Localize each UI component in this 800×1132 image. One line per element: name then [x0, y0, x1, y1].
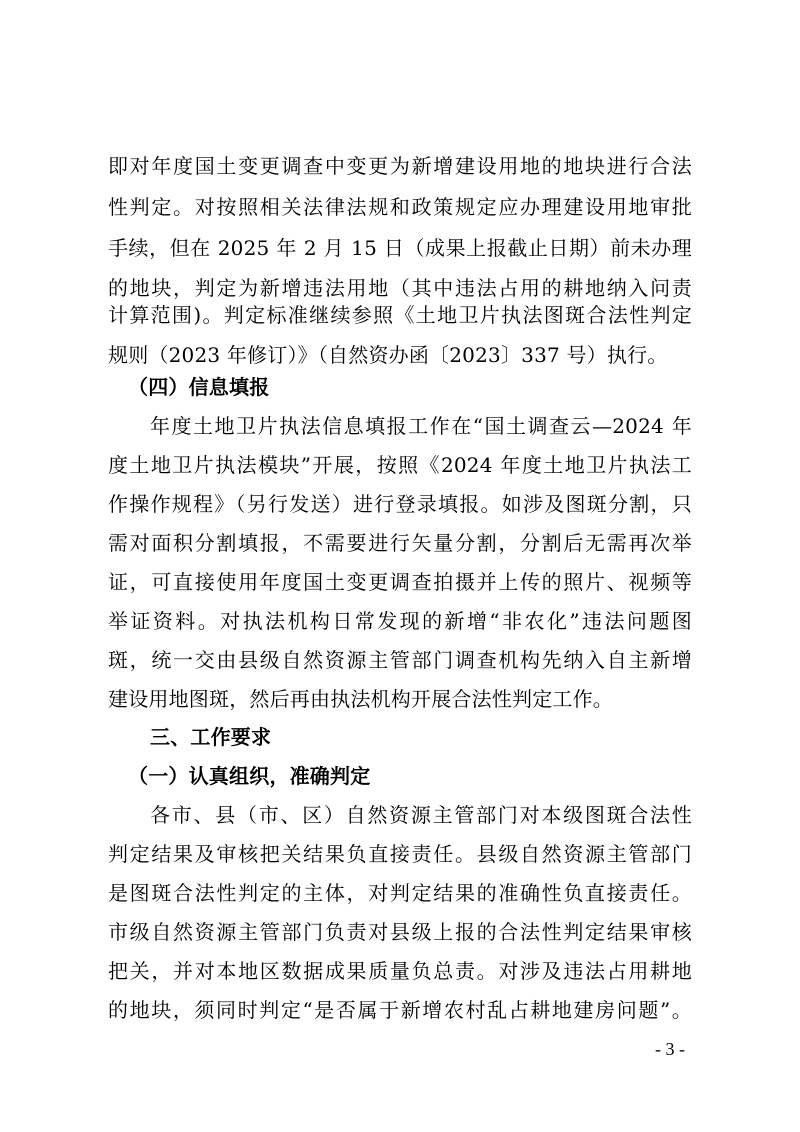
body-text-line: 建设用地图斑，然后再由执法机构开展合法性判定工作。	[108, 687, 613, 711]
body-text-line: 作操作规程》（另行发送）进行登录填报。如涉及图斑分割，只	[108, 492, 692, 516]
section-heading-3: 三、工作要求	[150, 725, 272, 749]
body-text-line: 斑，统一交由县级自然资源主管部门调查机构先纳入自主新增	[108, 648, 692, 672]
body-text-line: 举证资料。对执法机构日常发现的新增“非农化”违法问题图	[108, 609, 692, 633]
body-text-line: 市级自然资源主管部门负责对县级上报的合法性判定结果审核	[108, 920, 692, 944]
body-text-line: 判定结果及审核把关结果负直接责任。县级自然资源主管部门	[108, 842, 692, 866]
section-heading-4: （四）信息填报	[128, 375, 270, 399]
subsection-heading-1: （一）认真组织，准确判定	[128, 764, 371, 788]
page-number: - 3 -	[655, 1039, 685, 1059]
body-text-line: 年度土地卫片执法信息填报工作在“国土调查云—2024 年	[150, 414, 692, 438]
body-text-line: 手续，但在 2025 年 2 月 15 日（成果上报截止日期）前未办理	[108, 236, 692, 260]
body-text-line: 度土地卫片执法模块”开展，按照《2024 年度土地卫片执法工	[108, 453, 692, 477]
body-text-line: 规则（2023 年修订）》（自然资办函〔2023〕337 号）执行。	[108, 343, 668, 367]
body-text-line: 需对面积分割填报，不需要进行矢量分割，分割后无需再次举	[108, 531, 692, 555]
body-text-line: 性判定。对按照相关法律法规和政策规定应办理建设用地审批	[108, 195, 692, 219]
body-text-line: 把关，并对本地区数据成果质量负总责。对涉及违法占用耕地	[108, 959, 692, 983]
body-text-line: 各市、县（市、区）自然资源主管部门对本级图斑合法性	[150, 803, 692, 827]
body-text-line: 是图斑合法性判定的主体，对判定结果的准确性负直接责任。	[108, 881, 692, 905]
body-text-line: 的地块，须同时判定“是否属于新增农村乱占耕地建房问题”。	[108, 998, 692, 1022]
body-text-line: 的地块，判定为新增违法用地（其中违法占用的耕地纳入问责	[108, 276, 692, 300]
body-text-line: 即对年度国土变更调查中变更为新增建设用地的地块进行合法	[108, 154, 692, 178]
body-text-line: 计算范围)。判定标准继续参照《土地卫片执法图斑合法性判定	[108, 303, 692, 327]
body-text-line: 证，可直接使用年度国土变更调查拍摄并上传的照片、视频等	[108, 570, 692, 594]
